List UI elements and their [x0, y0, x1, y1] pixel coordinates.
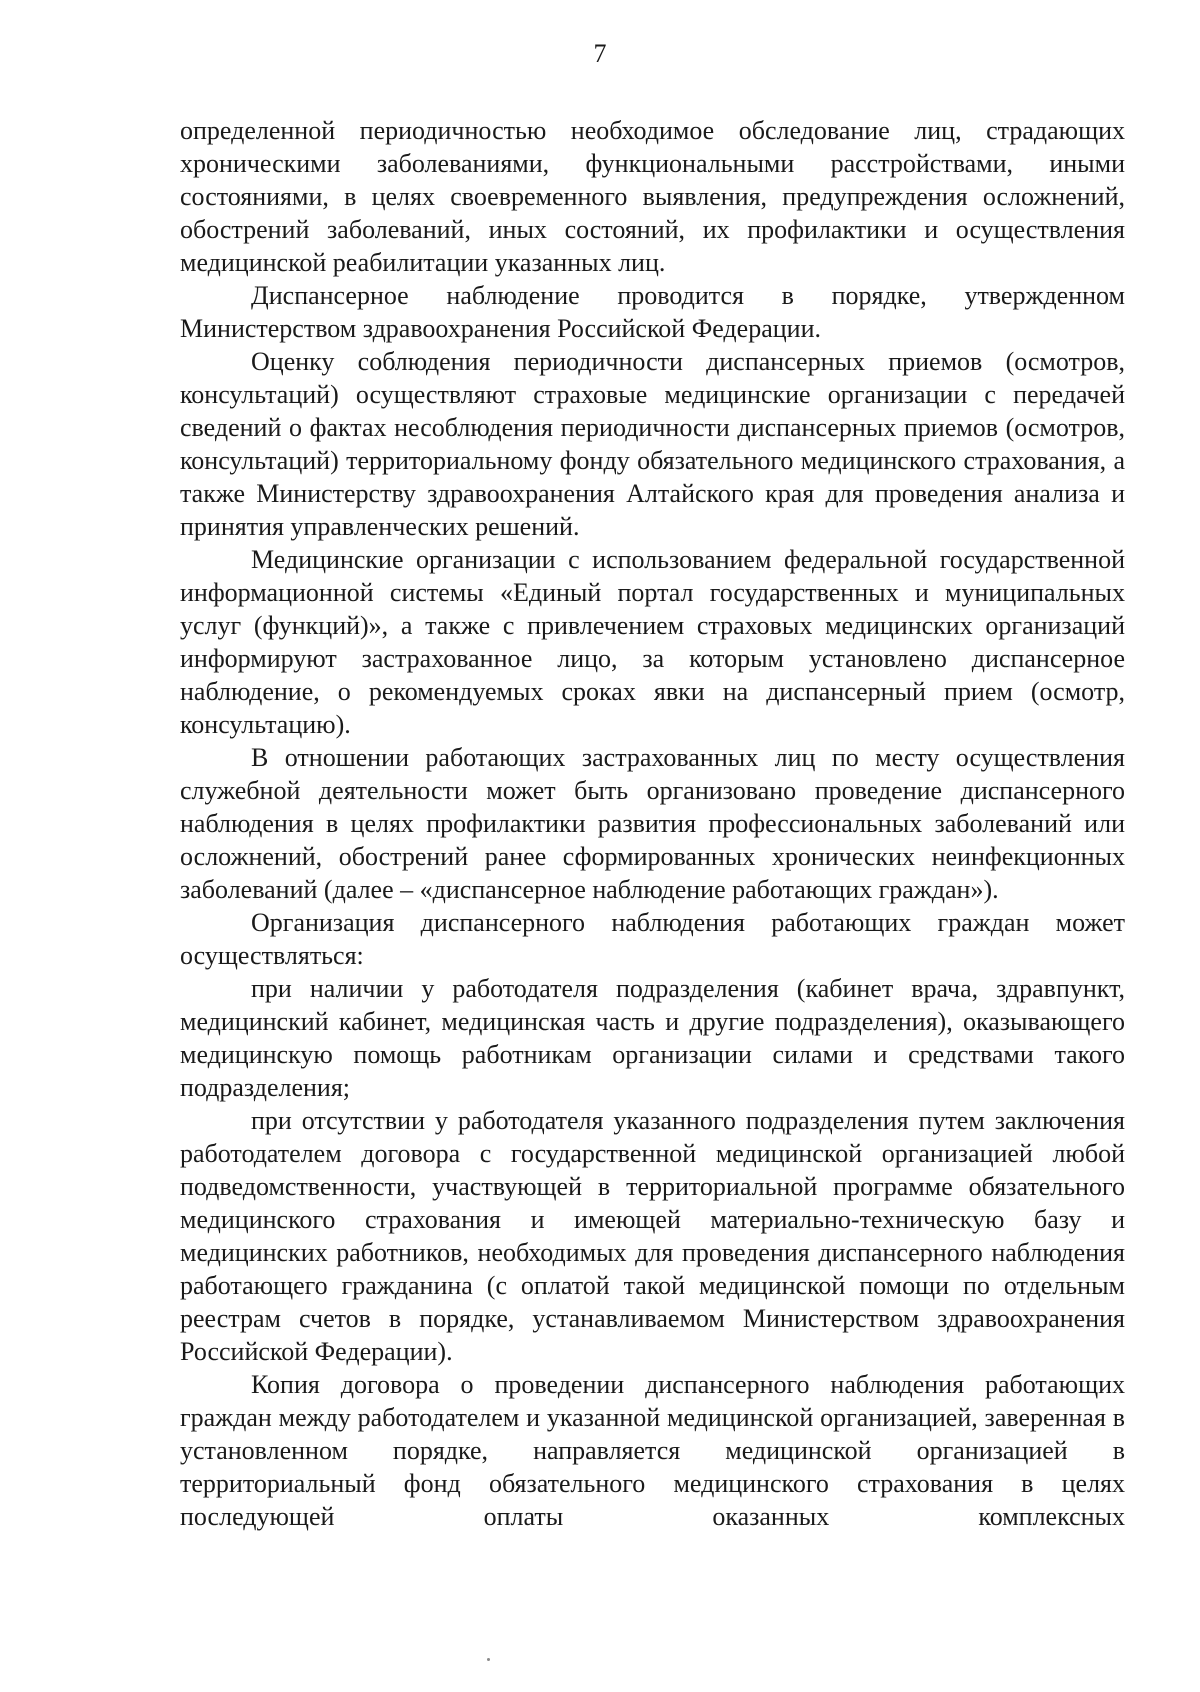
- page-number: 7: [593, 39, 607, 68]
- scan-speck: [487, 1658, 490, 1661]
- document-body: [180, 114, 1125, 1533]
- paragraph-without-subdivision: при отсутствии у работодателя указанного подразделения путем заключения работодателем договора с государственной медицинской организацией любой подведомственности, участвующей в территориальной программе обязательного медицинского страхования и имеющей материально-техническую базу и медицинских работников, необходимых для проведения диспансерного наблюдения работающего гражданина (с оплатой такой медицинской помощи по отдельным реестрам счетов в порядке, устанавливаемом Министерством здравоохранения Российской Федерации).: [180, 1106, 1125, 1366]
- paragraph-informing: Медицинские организации с использованием федеральной государственной информационной системы «Единый портал государственных и муниципальных услуг (функций)», а также с привлечением страховых медицинских организаций информируют застрахованное лицо, за которым установлено диспансерное наблюдение, о рекомендуемых сроках явки на диспансерный прием (осмотр, консультацию).: [180, 545, 1125, 739]
- paragraph-working-persons: В отношении работающих застрахованных лиц по месту осуществления служебной деятельности может быть организовано проведение диспансерного наблюдения в целях профилактики развития профессиональных заболеваний или осложнений, обострений ранее сформированных хронических неинфекционных заболеваний (далее – «диспансерное наблюдение работающих граждан»).: [180, 743, 1125, 904]
- paragraph-contract-copy: Копия договора о проведении диспансерного наблюдения работающих граждан между работодателем и указанной медицинской организацией, заверенная в установленном порядке, направляется медицинской организацией в территориальный фонд обязательного медицинского страхования в целях последующей оплаты оказанных комплексных: [180, 1370, 1125, 1531]
- paragraph-organization: Организация диспансерного наблюдения работающих граждан может осуществляться:: [180, 908, 1125, 970]
- paragraph-procedure: Диспансерное наблюдение проводится в порядке, утвержденном Министерством здравоохранения Российской Федерации.: [180, 281, 1125, 343]
- paragraph-periodicity-assessment: Оценку соблюдения периодичности диспансерных приемов (осмотров, консультаций) осуществляют страховые медицинские организации с передачей сведений о фактах несоблюдения периодичности диспансерных приемов (осмотров, консультаций) территориальному фонду обязательного медицинского страхования, а также Министерству здравоохранения Алтайского края для проведения анализа и принятия управленческих решений.: [180, 347, 1125, 541]
- paragraph-dispensary-definition: определенной периодичностью необходимое обследование лиц, страдающих хроническими заболеваниями, функциональными расстройствами, иными состояниями, в целях своевременного выявления, предупреждения осложнений, обострений заболеваний, иных состояний, их профилактики и осуществления медицинской реабилитации указанных лиц.: [180, 116, 1125, 277]
- paragraph-with-subdivision: при наличии у работодателя подразделения (кабинет врача, здравпункт, медицинский кабинет, медицинская часть и другие подразделения), оказывающего медицинскую помощь работникам организации силами и средствами такого подразделения;: [180, 974, 1125, 1102]
